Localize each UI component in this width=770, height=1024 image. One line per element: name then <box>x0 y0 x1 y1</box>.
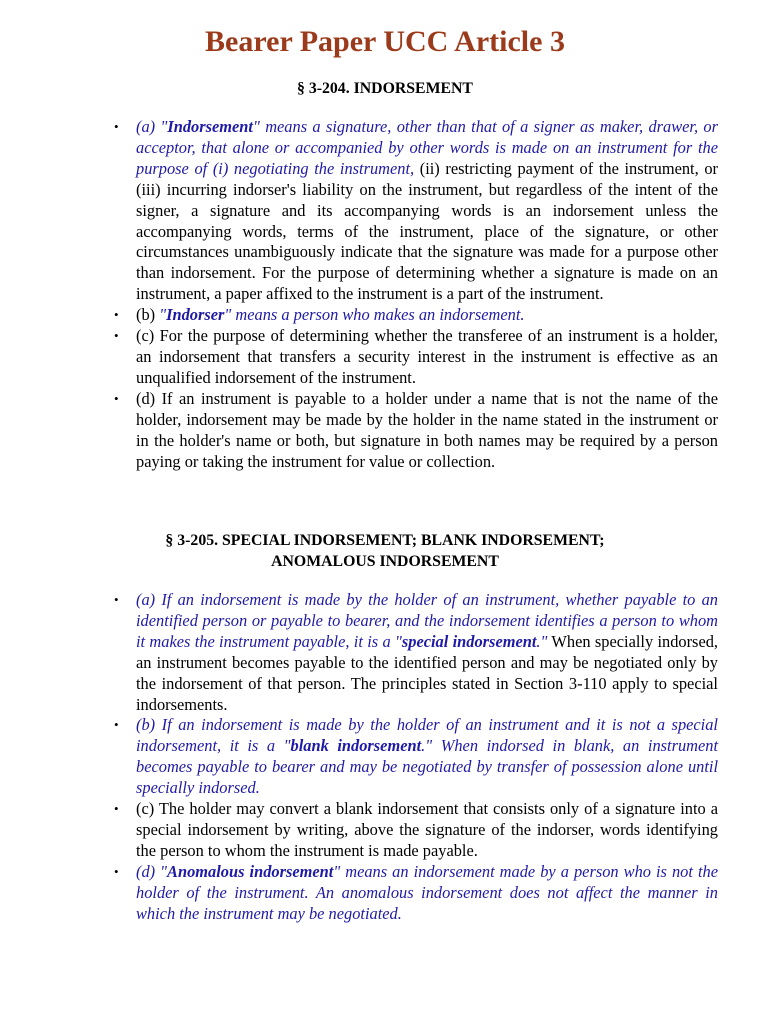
defined-term: blank indorsement <box>290 736 422 756</box>
section-3-205-list <box>98 590 718 925</box>
text-fragment: " <box>159 305 167 325</box>
list-item <box>136 862 718 925</box>
defined-term: special indorsement <box>401 631 537 651</box>
text-fragment: (d) " <box>136 861 168 881</box>
text-fragment: (ii) restricting payment of the instrument, or (iii) incurring indorser's liability on the instrument, but regardless of the intent of the signer, a signature and its accompanying words is an indorsement unless the accompanying words, terms of the instrument, place of the signature, or other circumstances unambiguously indicate that the signature was made for a purpose other than indorsement. For the purpose of determining whether a signature is made on an instrument, a paper affixed to the instrument is a part of the instrument. <box>136 158 718 304</box>
text-fragment: " means an indorsement made by a person who is not the holder of the instrument. An anomalous indorsement does not affect the manner in which the instrument may be negotiated. <box>136 861 718 923</box>
text-fragment: " means a person who makes an indorsement. <box>224 305 525 325</box>
list-item <box>136 305 718 326</box>
defined-term: Indorser <box>166 305 225 325</box>
section-heading-3-204: § 3-204. INDORSEMENT <box>297 80 473 97</box>
list-item: • (d) If an instrument is payable to a holder under a name that is not the name of the holder, indorsement may be made by the holder in the name stated in the instrument or in the holder's name or both, but signature in both names may be required by a person paying or taking the instrument for value or collection. <box>136 389 718 473</box>
section-heading-3-205 <box>0 530 770 572</box>
list-item <box>136 590 718 715</box>
text-fragment: ." <box>536 631 548 651</box>
text-fragment: (a) " <box>136 117 168 136</box>
list-item: • (c) The holder may convert a blank indorsement that consists only of a signature into a special indorsement by writing, above the signature of the indorser, words identifying the person to whom the instrument is made payable. <box>136 799 718 862</box>
list-item <box>136 715 718 799</box>
heading-line: ANOMALOUS INDORSEMENT <box>271 553 499 570</box>
text-fragment: (a) If an indorsement is made by the holder of an instrument, whether payable to an identified person or payable to bearer, and the indorsement identifies a person to whom it makes the instrument payable, it is a " <box>136 590 718 651</box>
text-fragment: (b) If an indorsement is made by the holder of an instrument and it is not a special indorsement, it is a " <box>136 715 718 756</box>
text-fragment: " means a signature, other than that of a signer as maker, drawer, or acceptor, that alone or accompanied by other words is made on an instrument for the purpose of (i) negotiating the instrument, <box>136 117 718 178</box>
italic-text <box>136 862 718 923</box>
defined-term: Indorsement <box>167 117 253 136</box>
page-title: Bearer Paper UCC Article 3 <box>205 25 565 58</box>
list-item: • (c) For the purpose of determining whether the transferee of an instrument is a holder, an indorsement that transfers a security interest in the instrument is effective as an unqualified indorsement of the instrument. <box>136 326 718 389</box>
text-fragment: When specially indorsed, an instrument becomes payable to the identified person and may be negotiated only by the indorsement of that person. The principles stated in Section 3-110 apply to special indorsements. <box>136 631 719 714</box>
text-fragment: (b) <box>136 305 160 325</box>
list-item <box>136 117 718 305</box>
italic-text <box>159 305 524 324</box>
defined-term: Anomalous indorsement <box>167 861 334 881</box>
section-3-204-list <box>98 117 718 472</box>
heading-line: § 3-205. SPECIAL INDORSEMENT; BLANK INDORSEMENT; <box>165 532 605 549</box>
text-fragment: ." When indorsed in blank, an instrument becomes payable to bearer and may be negotiated by transfer of possession alone until specially indorsed. <box>136 736 719 798</box>
italic-text <box>136 715 718 797</box>
